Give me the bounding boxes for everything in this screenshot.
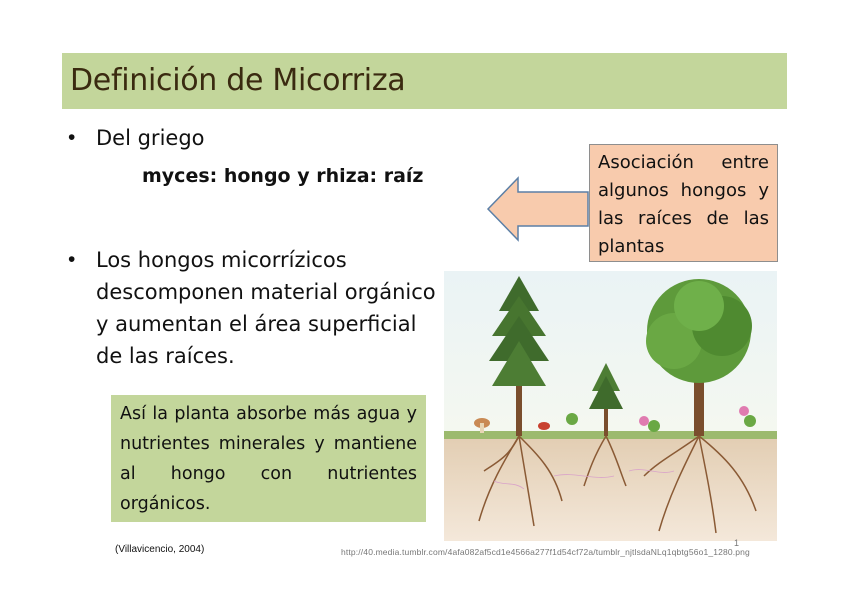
citation: (Villavicencio, 2004) <box>115 544 205 555</box>
page-number: 1 <box>734 538 740 548</box>
green-info-box: Así la planta absorbe más agua y nutrientes minerales y mantiene al hongo con nutrientes orgánicos. <box>111 395 426 522</box>
bullet-icon: • <box>68 126 76 149</box>
definition-box: Asociación entre algunos hongos y las raíces de las plantas <box>589 144 778 262</box>
bullet-icon: • <box>68 248 76 271</box>
left-arrow-icon <box>486 175 590 243</box>
title-bar <box>62 53 787 109</box>
bullet-fungi-function: Los hongos micorrízicos descomponen material orgánico y aumentan el área superficial de las raíces. <box>96 248 436 368</box>
mycorrhiza-illustration <box>444 271 777 541</box>
slide-title: Definición de Micorriza <box>70 63 406 98</box>
image-source-url: http://40.media.tumblr.com/4afa082af5cd1e4566a277f1d54cf72a/tumblr_njtlsdaNLq1qbtg56o1_1280.png <box>341 547 750 557</box>
bullet-greek-origin: Del griego <box>96 126 205 150</box>
etymology-line: myces: hongo y rhiza: raíz <box>142 165 424 187</box>
